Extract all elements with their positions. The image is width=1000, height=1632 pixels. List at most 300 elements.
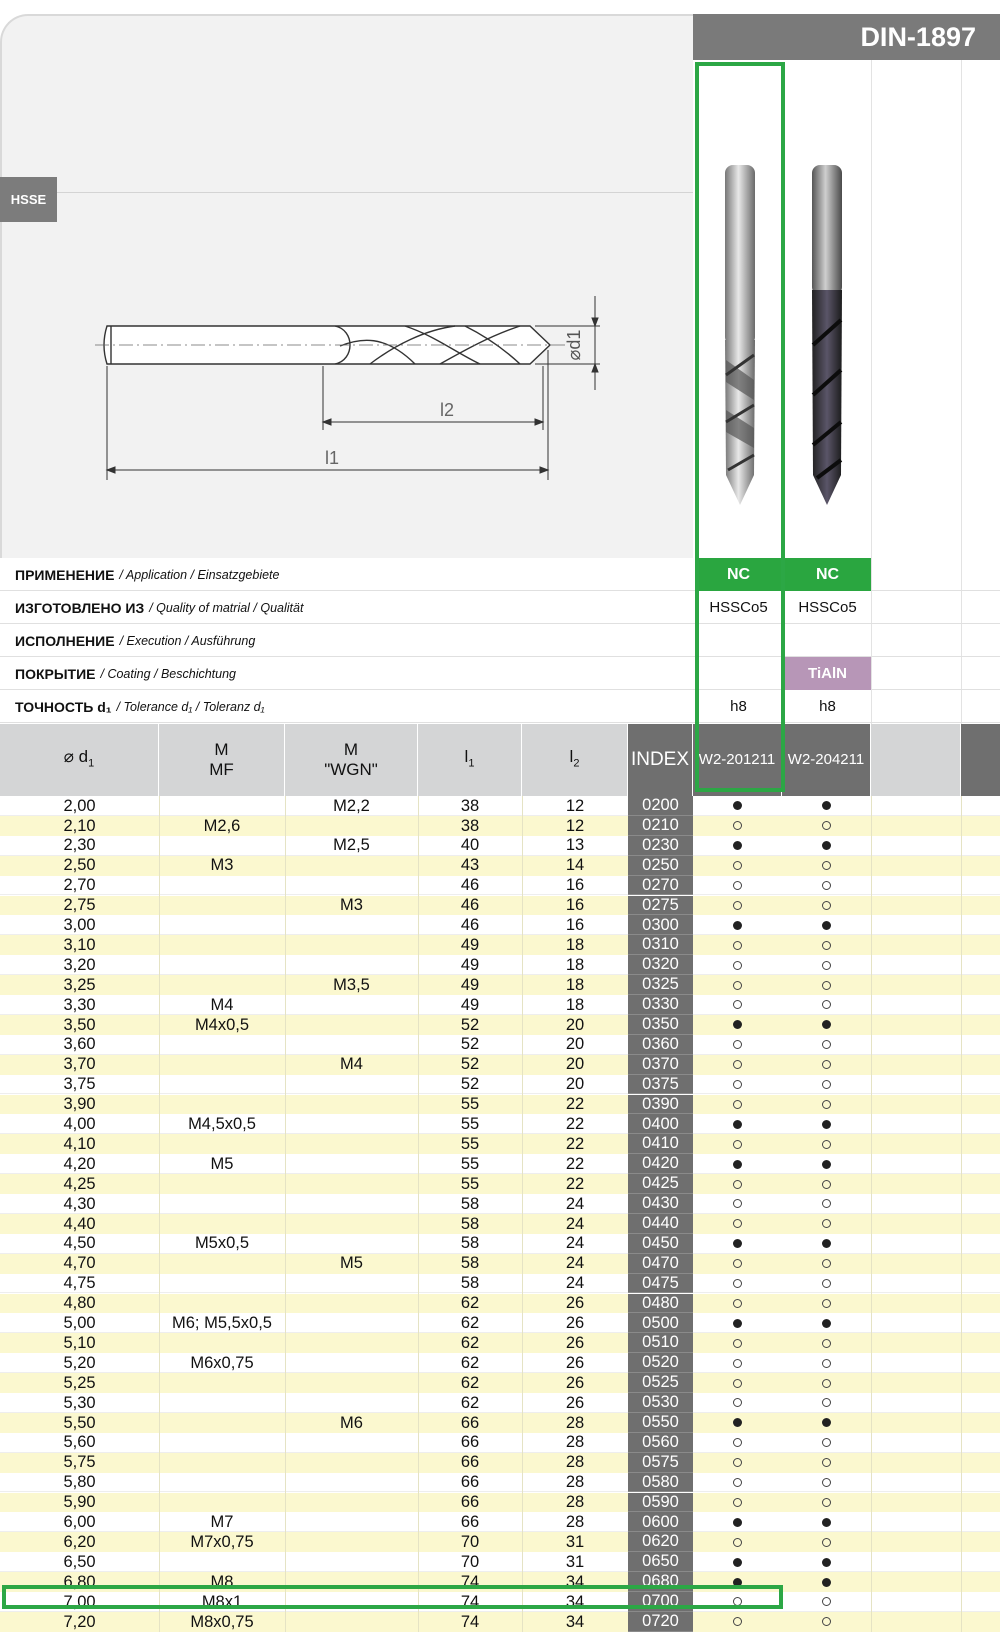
column-divider <box>285 796 286 1632</box>
cell-m-wgn <box>285 1493 418 1513</box>
cell-d1: 4,70 <box>63 1254 96 1273</box>
table-row <box>0 935 1000 955</box>
cell-tool-1-availability <box>693 1055 782 1075</box>
availability-dot-icon <box>822 1199 831 1208</box>
cell-l1: 70 <box>460 1552 480 1571</box>
cell-m-mf <box>159 1453 285 1473</box>
cell-m-mf <box>159 836 285 856</box>
availability-dot-icon <box>822 1339 831 1348</box>
property-value-tool-2: NC <box>784 558 871 591</box>
cell-m-mf: M6x0,75 <box>190 1353 254 1372</box>
cell-l1: 55 <box>460 1095 480 1114</box>
availability-dot-icon <box>733 1438 742 1447</box>
availability-dot-icon <box>733 1219 742 1228</box>
cell-index: 0575 <box>628 1453 693 1473</box>
cell-index: 0420 <box>628 1154 693 1174</box>
cell-d1: 5,60 <box>63 1433 96 1452</box>
table-row <box>0 1373 1000 1393</box>
drill-technical-drawing <box>95 290 615 490</box>
cell-index: 0375 <box>628 1075 693 1095</box>
cell-index: 0390 <box>628 1095 693 1115</box>
availability-dot-icon <box>733 881 742 890</box>
cell-l1: 38 <box>460 796 480 815</box>
property-value-tool-1: h8 <box>730 698 747 715</box>
cell-l1: 40 <box>460 836 480 855</box>
cell-l2: 26 <box>565 1314 585 1333</box>
cell-l2: 22 <box>565 1174 585 1193</box>
cell-l2: 34 <box>565 1592 585 1611</box>
property-value-tool-2: HSSCo5 <box>798 599 857 616</box>
cell-m-wgn <box>285 1095 418 1115</box>
cell-l2: 12 <box>565 816 585 835</box>
property-row <box>0 690 1000 723</box>
cell-tool-2-availability <box>782 915 871 935</box>
availability-dot-icon <box>733 1020 742 1029</box>
availability-dot-icon <box>822 1219 831 1228</box>
table-row <box>0 876 1000 896</box>
cell-m-mf <box>159 915 285 935</box>
cell-l2: 20 <box>565 1015 585 1034</box>
cell-l1: 58 <box>460 1234 480 1253</box>
cell-tool-2-availability <box>782 796 871 816</box>
cell-tool-2-availability <box>782 1055 871 1075</box>
property-row <box>0 624 1000 657</box>
table-row <box>0 1055 1000 1075</box>
availability-dot-icon <box>733 841 742 850</box>
cell-index: 0590 <box>628 1493 693 1513</box>
cell-l2: 24 <box>565 1194 585 1213</box>
cell-m-wgn <box>285 1194 418 1214</box>
availability-dot-icon <box>733 801 742 810</box>
cell-tool-1-availability <box>693 1254 782 1274</box>
property-value-tool-1 <box>695 624 782 657</box>
cell-tool-1-availability <box>693 856 782 876</box>
dim-l2-label: l2 <box>440 400 455 420</box>
drill-image-uncoated <box>710 160 770 510</box>
cell-m-wgn <box>285 995 418 1015</box>
cell-m-wgn: M5 <box>340 1254 363 1273</box>
cell-tool-2-availability <box>782 1493 871 1513</box>
cell-l1: 49 <box>460 995 480 1014</box>
property-value-tool-1: NC <box>695 558 782 591</box>
table-row <box>0 1134 1000 1154</box>
cell-l1: 62 <box>460 1353 480 1372</box>
cell-index: 0325 <box>628 975 693 995</box>
availability-dot-icon <box>733 1359 742 1368</box>
cell-tool-2-availability <box>782 955 871 975</box>
cell-tool-1-availability <box>693 1075 782 1095</box>
cell-m-mf: M4x0,5 <box>194 1015 250 1034</box>
property-label: ИСПОЛНЕНИЕ / Execution / Ausführung <box>15 632 256 649</box>
availability-dot-icon <box>733 1100 742 1109</box>
availability-dot-icon <box>822 1299 831 1308</box>
cell-l1: 49 <box>460 975 480 994</box>
cell-l1: 49 <box>460 955 480 974</box>
table-row <box>0 1532 1000 1552</box>
dim-d1-label: ⌀d1 <box>564 329 584 361</box>
cell-tool-2-availability <box>782 1433 871 1453</box>
cell-m-mf <box>159 1194 285 1214</box>
availability-dot-icon <box>733 1458 742 1467</box>
availability-dot-icon <box>822 1180 831 1189</box>
cell-index: 0275 <box>628 896 693 916</box>
cell-tool-1-availability <box>693 1294 782 1314</box>
cell-l2: 26 <box>565 1353 585 1372</box>
cell-tool-1-availability <box>693 836 782 856</box>
cell-index: 0370 <box>628 1055 693 1075</box>
cell-tool-1-availability <box>693 896 782 916</box>
cell-tool-2-availability <box>782 1612 871 1632</box>
cell-m-mf <box>159 876 285 896</box>
cell-m-wgn <box>285 1353 418 1373</box>
cell-tool-2-availability <box>782 876 871 896</box>
cell-l2: 28 <box>565 1413 585 1432</box>
table-row <box>0 1313 1000 1333</box>
table-row <box>0 1592 1000 1612</box>
availability-dot-icon <box>822 901 831 910</box>
availability-dot-icon <box>822 1060 831 1069</box>
property-row <box>0 591 1000 624</box>
cell-d1: 2,50 <box>63 856 96 875</box>
cell-l1: 62 <box>460 1294 480 1313</box>
cell-l1: 58 <box>460 1214 480 1233</box>
cell-l2: 24 <box>565 1254 585 1273</box>
cell-l2: 31 <box>565 1552 585 1571</box>
property-value-tool-1: HSSCo5 <box>709 599 768 616</box>
availability-dot-icon <box>822 1379 831 1388</box>
availability-dot-icon <box>733 1080 742 1089</box>
availability-dot-icon <box>822 1120 831 1129</box>
cell-m-mf <box>159 1035 285 1055</box>
cell-l2: 22 <box>565 1115 585 1134</box>
cell-l2: 22 <box>565 1134 585 1153</box>
cell-m-mf <box>159 1294 285 1314</box>
cell-l1: 66 <box>460 1493 480 1512</box>
property-value-tool-2: h8 <box>819 698 836 715</box>
cell-d1: 2,00 <box>63 796 96 815</box>
availability-dot-icon <box>733 1000 742 1009</box>
cell-m-wgn <box>285 876 418 896</box>
cell-d1: 4,00 <box>63 1115 96 1134</box>
cell-tool-1-availability <box>693 1532 782 1552</box>
cell-d1: 6,20 <box>63 1532 96 1551</box>
cell-m-wgn <box>285 1134 418 1154</box>
property-row <box>0 558 1000 591</box>
cell-tool-2-availability <box>782 1194 871 1214</box>
availability-dot-icon <box>733 1558 742 1567</box>
availability-dot-icon <box>822 1239 831 1248</box>
availability-dot-icon <box>822 1040 831 1049</box>
header-d1: ⌀ $d_1$ <box>0 724 159 796</box>
availability-dot-icon <box>733 1239 742 1248</box>
availability-dot-icon <box>733 1498 742 1507</box>
cell-tool-1-availability <box>693 1095 782 1115</box>
column-divider <box>159 796 160 1632</box>
cell-index: 0310 <box>628 935 693 955</box>
cell-m-mf: M7x0,75 <box>190 1532 254 1551</box>
table-row <box>0 1453 1000 1473</box>
cell-l1: 52 <box>460 1075 480 1094</box>
cell-m-mf: M8x1 <box>201 1592 243 1611</box>
cell-d1: 3,75 <box>63 1075 96 1094</box>
cell-d1: 5,10 <box>63 1333 96 1352</box>
table-row <box>0 1333 1000 1353</box>
cell-m-wgn <box>285 1294 418 1314</box>
cell-l1: 52 <box>460 1015 480 1034</box>
cell-index: 0600 <box>628 1512 693 1532</box>
cell-m-wgn <box>285 1333 418 1353</box>
availability-dot-icon <box>733 1040 742 1049</box>
cell-m-wgn: M4 <box>340 1055 363 1074</box>
cell-l1: 62 <box>460 1393 480 1412</box>
property-label: ТОЧНОСТЬ d₁ / Tolerance d₁ / Toleranz d₁ <box>15 698 265 715</box>
availability-dot-icon <box>822 1498 831 1507</box>
cell-d1: 5,50 <box>63 1413 96 1432</box>
cell-l1: 66 <box>460 1473 480 1492</box>
cell-tool-1-availability <box>693 796 782 816</box>
cell-index: 0470 <box>628 1254 693 1274</box>
availability-dot-icon <box>822 1080 831 1089</box>
cell-m-mf: M5 <box>210 1154 234 1173</box>
cell-l2: 12 <box>565 796 585 815</box>
cell-m-mf: M5x0,5 <box>194 1234 250 1253</box>
cell-m-wgn <box>285 1373 418 1393</box>
cell-d1: 5,25 <box>63 1373 96 1392</box>
cell-tool-1-availability <box>693 1433 782 1453</box>
cell-tool-2-availability <box>782 1512 871 1532</box>
cell-l2: 26 <box>565 1393 585 1412</box>
table-row <box>0 1473 1000 1493</box>
cell-tool-1-availability <box>693 1552 782 1572</box>
cell-index: 0400 <box>628 1114 693 1134</box>
availability-dot-icon <box>822 1558 831 1567</box>
availability-dot-icon <box>733 1120 742 1129</box>
table-row <box>0 1294 1000 1314</box>
cell-tool-2-availability <box>782 1552 871 1572</box>
cell-tool-1-availability <box>693 1592 782 1612</box>
cell-tool-1-availability <box>693 1154 782 1174</box>
cell-m-mf <box>159 1075 285 1095</box>
cell-tool-2-availability <box>782 1572 871 1592</box>
cell-index: 0450 <box>628 1234 693 1254</box>
cell-index: 0360 <box>628 1035 693 1055</box>
cell-index: 0530 <box>628 1393 693 1413</box>
cell-index: 0550 <box>628 1413 693 1433</box>
cell-tool-2-availability <box>782 1313 871 1333</box>
cell-m-wgn <box>285 1552 418 1572</box>
table-row <box>0 1214 1000 1234</box>
cell-index: 0430 <box>628 1194 693 1214</box>
availability-dot-icon <box>733 1199 742 1208</box>
cell-tool-1-availability <box>693 1333 782 1353</box>
cell-l2: 24 <box>565 1274 585 1293</box>
cell-l2: 28 <box>565 1453 585 1472</box>
cell-tool-2-availability <box>782 856 871 876</box>
availability-dot-icon <box>822 1398 831 1407</box>
cell-index: 0720 <box>628 1612 693 1632</box>
cell-tool-2-availability <box>782 1114 871 1134</box>
cell-m-wgn <box>285 1433 418 1453</box>
cell-m-wgn <box>285 1592 418 1612</box>
availability-dot-icon <box>822 1279 831 1288</box>
availability-dot-icon <box>733 1060 742 1069</box>
cell-tool-2-availability <box>782 1214 871 1234</box>
table-row <box>0 1234 1000 1254</box>
cell-m-mf <box>159 1552 285 1572</box>
table-row <box>0 1493 1000 1513</box>
cell-m-wgn <box>285 1313 418 1333</box>
cell-m-wgn <box>285 955 418 975</box>
availability-dot-icon <box>733 1259 742 1268</box>
cell-l1: 38 <box>460 816 480 835</box>
cell-d1: 2,10 <box>63 816 96 835</box>
cell-l1: 46 <box>460 876 480 895</box>
table-row <box>0 1612 1000 1632</box>
cell-m-wgn <box>285 915 418 935</box>
table-row <box>0 1174 1000 1194</box>
dim-l1-label: l1 <box>325 448 340 468</box>
table-row <box>0 896 1000 916</box>
cell-l1: 66 <box>460 1433 480 1452</box>
cell-l2: 13 <box>565 836 585 855</box>
cell-d1: 7,20 <box>63 1612 96 1631</box>
cell-m-wgn: M2,5 <box>333 836 370 855</box>
availability-dot-icon <box>733 901 742 910</box>
cell-m-mf: M8x0,75 <box>190 1612 254 1631</box>
cell-l1: 58 <box>460 1254 480 1273</box>
property-label: ПОКРЫТИЕ / Coating / Beschichtung <box>15 665 236 682</box>
cell-index: 0350 <box>628 1015 693 1035</box>
cell-tool-1-availability <box>693 1134 782 1154</box>
cell-tool-1-availability <box>693 1473 782 1493</box>
availability-dot-icon <box>822 1617 831 1626</box>
cell-m-wgn <box>285 1015 418 1035</box>
availability-dot-icon <box>733 1538 742 1547</box>
cell-m-mf <box>159 896 285 916</box>
availability-dot-icon <box>733 981 742 990</box>
cell-m-wgn <box>285 1234 418 1254</box>
table-row <box>0 1552 1000 1572</box>
table-row <box>0 1015 1000 1035</box>
cell-l2: 26 <box>565 1294 585 1313</box>
availability-dot-icon <box>822 1538 831 1547</box>
cell-tool-2-availability <box>782 1134 871 1154</box>
table-row <box>0 1274 1000 1294</box>
availability-dot-icon <box>733 1279 742 1288</box>
cell-m-mf: M4 <box>210 995 234 1014</box>
cell-l1: 58 <box>460 1194 480 1213</box>
cell-tool-1-availability <box>693 1174 782 1194</box>
cell-index: 0475 <box>628 1274 693 1294</box>
cell-index: 0270 <box>628 876 693 896</box>
cell-m-mf <box>159 1254 285 1274</box>
availability-dot-icon <box>822 961 831 970</box>
cell-tool-2-availability <box>782 836 871 856</box>
cell-d1: 3,25 <box>63 975 96 994</box>
standard-title: DIN-1897 <box>693 14 1000 60</box>
cell-m-wgn <box>285 816 418 836</box>
availability-dot-icon <box>733 1518 742 1527</box>
table-row <box>0 1512 1000 1532</box>
availability-dot-icon <box>822 1100 831 1109</box>
cell-m-wgn <box>285 1075 418 1095</box>
table-row <box>0 1413 1000 1433</box>
availability-dot-icon <box>733 1597 742 1606</box>
cell-tool-2-availability <box>782 1453 871 1473</box>
cell-d1: 6,00 <box>63 1513 96 1532</box>
cell-tool-1-availability <box>693 1393 782 1413</box>
table-row <box>0 975 1000 995</box>
cell-d1: 3,10 <box>63 935 96 954</box>
table-row <box>0 915 1000 935</box>
table-row <box>0 836 1000 856</box>
availability-dot-icon <box>822 821 831 830</box>
cell-tool-2-availability <box>782 1174 871 1194</box>
cell-l1: 52 <box>460 1035 480 1054</box>
table-row <box>0 856 1000 876</box>
availability-dot-icon <box>822 1597 831 1606</box>
availability-dot-icon <box>733 1339 742 1348</box>
cell-index: 0580 <box>628 1473 693 1493</box>
cell-m-mf <box>159 935 285 955</box>
cell-m-wgn <box>285 1473 418 1493</box>
cell-index: 0440 <box>628 1214 693 1234</box>
availability-dot-icon <box>822 801 831 810</box>
cell-d1: 3,60 <box>63 1035 96 1054</box>
availability-dot-icon <box>822 921 831 930</box>
header-m-mf: M MF <box>159 724 285 796</box>
cell-m-wgn: M6 <box>340 1413 363 1432</box>
table-row <box>0 816 1000 836</box>
cell-d1: 3,30 <box>63 995 96 1014</box>
table-row <box>0 955 1000 975</box>
availability-dot-icon <box>733 821 742 830</box>
cell-tool-2-availability <box>782 975 871 995</box>
availability-dot-icon <box>822 1020 831 1029</box>
cell-tool-1-availability <box>693 915 782 935</box>
availability-dot-icon <box>733 1418 742 1427</box>
cell-l2: 24 <box>565 1234 585 1253</box>
cell-d1: 3,90 <box>63 1095 96 1114</box>
table-row <box>0 796 1000 816</box>
cell-index: 0230 <box>628 836 693 856</box>
cell-tool-1-availability <box>693 1214 782 1234</box>
cell-tool-1-availability <box>693 1493 782 1513</box>
cell-m-wgn <box>285 935 418 955</box>
cell-m-mf: M8 <box>210 1572 234 1591</box>
cell-d1: 3,50 <box>63 1015 96 1034</box>
cell-tool-2-availability <box>782 1154 871 1174</box>
cell-m-wgn <box>285 1612 418 1632</box>
cell-tool-2-availability <box>782 1473 871 1493</box>
table-row <box>0 1035 1000 1055</box>
cell-l1: 55 <box>460 1174 480 1193</box>
cell-l1: 46 <box>460 916 480 935</box>
cell-d1: 4,40 <box>63 1214 96 1233</box>
cell-m-wgn: M3,5 <box>333 975 370 994</box>
cell-tool-2-availability <box>782 1234 871 1254</box>
cell-m-mf <box>159 1473 285 1493</box>
header-empty-col <box>961 724 1000 796</box>
cell-index: 0560 <box>628 1433 693 1453</box>
cell-tool-1-availability <box>693 816 782 836</box>
cell-index: 0480 <box>628 1294 693 1314</box>
cell-tool-2-availability <box>782 935 871 955</box>
cell-l2: 28 <box>565 1473 585 1492</box>
cell-d1: 4,10 <box>63 1134 96 1153</box>
cell-l1: 55 <box>460 1134 480 1153</box>
availability-dot-icon <box>822 841 831 850</box>
